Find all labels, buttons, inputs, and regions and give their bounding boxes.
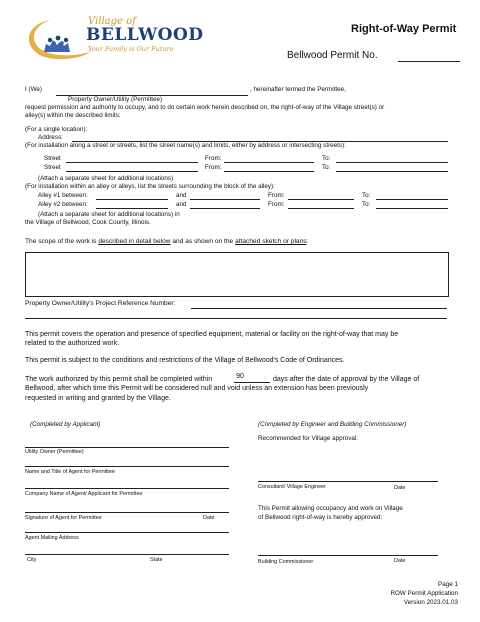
footer-version: Version 2023.01.03 xyxy=(403,599,458,606)
reference-field[interactable] xyxy=(191,308,447,309)
alley-2-from-label: From: xyxy=(268,201,285,208)
street-from-field-1[interactable] xyxy=(224,162,314,163)
building-commissioner-label: Building Commissioner xyxy=(258,559,314,565)
agent-signature-field[interactable] xyxy=(25,512,229,513)
terms-p1-line2: related to the authorized work. xyxy=(25,340,120,347)
alley-2-to-label: To: xyxy=(362,201,371,208)
street-name-field-2[interactable] xyxy=(66,171,198,172)
owner-caption: Property Owner/Utility (Permittee) xyxy=(68,96,163,103)
state-label: State xyxy=(150,557,163,563)
terms-p3-line3: requested in writing and granted by the Village. xyxy=(25,395,171,402)
terms-p2: This permit is subject to the conditions and restrictions of the Village of Bellwood's Code of Ordinances. xyxy=(25,357,345,364)
terms-p3-line2: Bellwood, after which time this Permit will be considered null and void unless an extension has been previously xyxy=(25,385,369,392)
termed-text: , hereinafter termed the Permittee, xyxy=(250,86,346,93)
alley-1-and: and xyxy=(176,192,187,199)
approval-text-1: This Permit allowing occupancy and work on Village xyxy=(258,505,403,512)
agent-name-field[interactable] xyxy=(25,466,229,467)
utility-owner-field[interactable] xyxy=(25,447,229,448)
street-from-label-1: From: xyxy=(205,155,222,162)
scope-mid: and as shown on the xyxy=(170,238,236,245)
section-divider xyxy=(25,318,447,319)
mailing-address-label: Agent Mailing Address xyxy=(25,535,79,541)
engineer-date-label: Date xyxy=(394,485,406,491)
alley-2-street-a[interactable] xyxy=(96,208,168,209)
street-from-field-2[interactable] xyxy=(224,171,314,172)
consultant-engineer-label: Consultant/ Village Engineer xyxy=(258,484,326,490)
scope-label xyxy=(25,238,308,245)
address-label: Address: xyxy=(38,134,63,141)
engineer-heading: (Completed by Engineer and Building Commissioner) xyxy=(258,421,407,428)
scope-detail-link: described in detail below xyxy=(98,238,171,245)
alley-1-from-label: From: xyxy=(268,192,285,199)
single-location-label: (For a single location): xyxy=(25,126,88,133)
street-from-label-2: From: xyxy=(205,164,222,171)
street-to-label-2: To: xyxy=(322,164,331,171)
commissioner-signature-field[interactable] xyxy=(258,555,438,556)
street-label-1: Street xyxy=(44,155,61,162)
days-value[interactable]: 90 xyxy=(236,373,244,380)
intro-line-2: alley(s) within the described limits: xyxy=(25,112,121,119)
terms-p3-post: days after the date of approval by the Village of xyxy=(273,376,420,383)
terms-p3-pre: The work authorized by this permit shall be completed within xyxy=(25,376,213,383)
street-name-field-1[interactable] xyxy=(66,162,198,163)
utility-owner-label: Utility Owner (Permittee) xyxy=(25,449,84,455)
mailing-address-field[interactable] xyxy=(25,532,229,533)
city-state-field[interactable] xyxy=(25,554,229,555)
village-location-text: the Village of Bellwood, Cook County, Illinois. xyxy=(25,219,151,226)
logo-name-text: BELLWOOD xyxy=(86,25,204,45)
alley-1-street-a[interactable] xyxy=(96,199,168,200)
scope-textarea[interactable] xyxy=(25,252,449,297)
street-note: (For installation along a street or streets, list the street name(s) and limits, either by address or intersecting streets): xyxy=(25,142,346,149)
agent-signature-label: Signature of Agent for Permittee xyxy=(25,515,102,521)
logo-village-text: Village of xyxy=(88,16,136,27)
attach-note-1: (Attach a separate sheet for additional locations) xyxy=(38,175,174,182)
alley-2-street-b[interactable] xyxy=(190,208,260,209)
permit-number-label: Bellwood Permit No. xyxy=(287,50,378,61)
scope-plans-link: attached sketch or plans xyxy=(235,238,307,245)
applicant-date-label: Date xyxy=(203,515,215,521)
alley-note: (For installation within an alley or alleys, list the streets surrounding the block of the alley): xyxy=(25,183,275,190)
street-to-field-2[interactable] xyxy=(336,171,448,172)
alley-1-to-label: To: xyxy=(362,192,371,199)
scope-pre: The scope of the work is xyxy=(25,238,99,245)
recommended-label: Recommended for Village approval: xyxy=(258,435,358,442)
alley-1-from-field[interactable] xyxy=(288,199,354,200)
alley-2-to-field[interactable] xyxy=(376,208,448,209)
permit-number-field[interactable] xyxy=(398,61,460,62)
company-name-label: Company Name of Agent/ Applicant for Permittee xyxy=(25,491,143,497)
attach-note-2: (Attach a separate sheet for additional locations) in xyxy=(38,211,180,218)
alley-2-from-field[interactable] xyxy=(288,208,354,209)
company-name-field[interactable] xyxy=(25,488,229,489)
alley-1-label: Alley #1 between: xyxy=(38,192,88,199)
engineer-signature-field[interactable] xyxy=(258,481,438,482)
street-to-field-1[interactable] xyxy=(336,162,448,163)
alley-1-street-b[interactable] xyxy=(190,199,260,200)
agent-name-label: Name and Title of Agent for Permittee xyxy=(25,469,115,475)
applicant-heading: (Completed by Applicant) xyxy=(30,421,101,428)
approval-text-2: of Bellwood right-of-way is hereby approved: xyxy=(258,514,383,521)
alley-1-to-field[interactable] xyxy=(376,199,448,200)
alley-2-label: Alley #2 between: xyxy=(38,201,88,208)
we-label: I (We) xyxy=(25,86,43,93)
page-number: Page 1 xyxy=(438,581,458,588)
footer-doc-name: ROW Permit Application xyxy=(390,590,458,597)
reference-label: Property Owner/Utility's Project Reference Number: xyxy=(25,300,176,307)
alley-2-and: and xyxy=(176,201,187,208)
city-label: City xyxy=(27,557,37,563)
scope-post: : xyxy=(306,238,309,245)
intro-line-1: request permission and authority to occupy, and to do certain work herein described on, the right-of-way of the Village street(s) or xyxy=(25,104,385,111)
logo-tagline: Your Family is Our Future xyxy=(88,45,174,53)
village-logo xyxy=(20,12,204,64)
days-field[interactable] xyxy=(234,382,270,383)
form-title: Right-of-Way Permit xyxy=(351,23,457,35)
terms-p1-line1: This permit covers the operation and presence of specified equipment, material or facility on the right-of-way that may be xyxy=(25,331,399,338)
commissioner-date-label: Date xyxy=(394,558,406,564)
street-label-2: Street xyxy=(44,164,61,171)
street-to-label-1: To: xyxy=(322,155,331,162)
